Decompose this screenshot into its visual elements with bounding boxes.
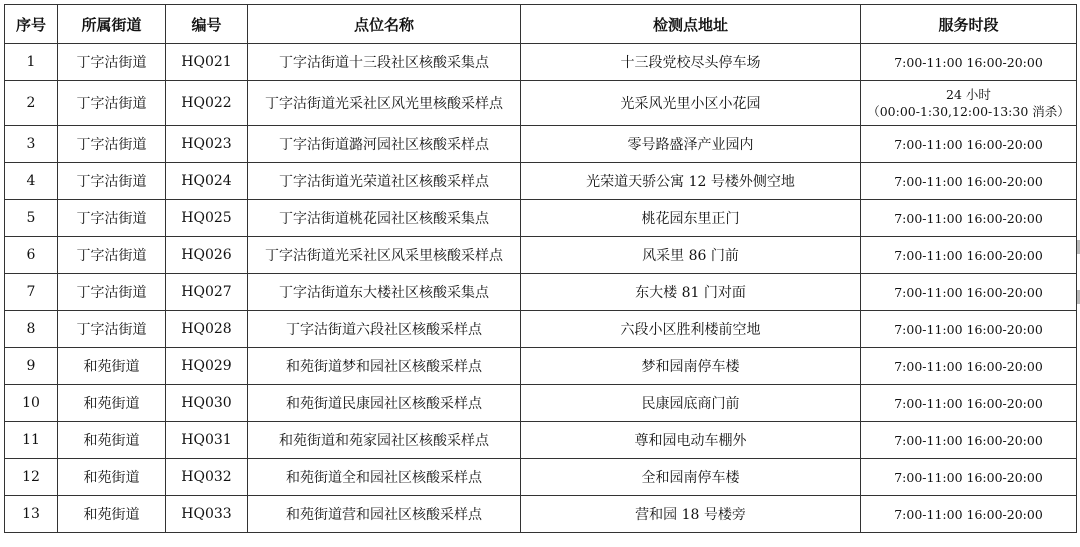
cell-site-name: 丁字沽街道光采社区风光里核酸采样点 — [248, 81, 521, 126]
cell-street: 和苑街道 — [58, 459, 166, 496]
cell-site-name: 丁字沽街道光采社区风采里核酸采样点 — [248, 237, 521, 274]
header-site-name: 点位名称 — [248, 5, 521, 44]
cell-street: 丁字沽街道 — [58, 311, 166, 348]
cell-service-time: 7:00-11:00 16:00-20:00 — [861, 385, 1077, 422]
cell-no: 7 — [5, 274, 58, 311]
cell-code: HQ022 — [166, 81, 248, 126]
cell-street: 丁字沽街道 — [58, 126, 166, 163]
testing-sites-table — [4, 4, 1077, 533]
cell-site-name: 和苑街道全和园社区核酸采样点 — [248, 459, 521, 496]
table-row — [5, 348, 1077, 385]
cell-site-name: 丁字沽街道十三段社区核酸采集点 — [248, 44, 521, 81]
table-row — [5, 274, 1077, 311]
cell-code: HQ027 — [166, 274, 248, 311]
header-street: 所属街道 — [58, 5, 166, 44]
cell-service-time: 7:00-11:00 16:00-20:00 — [861, 126, 1077, 163]
cell-no: 4 — [5, 163, 58, 200]
cell-code: HQ023 — [166, 126, 248, 163]
cell-no: 6 — [5, 237, 58, 274]
table-row — [5, 200, 1077, 237]
cell-site-name: 和苑街道梦和园社区核酸采样点 — [248, 348, 521, 385]
table-row — [5, 44, 1077, 81]
cell-service-time: 7:00-11:00 16:00-20:00 — [861, 348, 1077, 385]
cell-site-name: 丁字沽街道东大楼社区核酸采集点 — [248, 274, 521, 311]
header-address: 检测点地址 — [521, 5, 861, 44]
cell-address: 零号路盛泽产业园内 — [521, 126, 861, 163]
cell-no: 3 — [5, 126, 58, 163]
cell-site-name: 丁字沽街道桃花园社区核酸采集点 — [248, 200, 521, 237]
table-row — [5, 126, 1077, 163]
cell-street: 丁字沽街道 — [58, 274, 166, 311]
cell-code: HQ025 — [166, 200, 248, 237]
table-row — [5, 163, 1077, 200]
cell-site-name: 和苑街道民康园社区核酸采样点 — [248, 385, 521, 422]
cell-no: 8 — [5, 311, 58, 348]
table-row — [5, 385, 1077, 422]
cell-service-time: 7:00-11:00 16:00-20:00 — [861, 274, 1077, 311]
cell-no: 9 — [5, 348, 58, 385]
cell-address: 东大楼 81 门对面 — [521, 274, 861, 311]
cell-street: 和苑街道 — [58, 385, 166, 422]
cell-no: 12 — [5, 459, 58, 496]
cell-code: HQ030 — [166, 385, 248, 422]
cell-service-time: 7:00-11:00 16:00-20:00 — [861, 496, 1077, 533]
cell-service-time: 7:00-11:00 16:00-20:00 — [861, 44, 1077, 81]
cell-service-time: 7:00-11:00 16:00-20:00 — [861, 311, 1077, 348]
service-time-line-2: （00:00-1:30,12:00-13:30 消杀） — [867, 104, 1070, 119]
cell-street: 和苑街道 — [58, 422, 166, 459]
cell-address: 全和园南停车楼 — [521, 459, 861, 496]
cell-code: HQ029 — [166, 348, 248, 385]
service-time-line-1: 24 小时 — [946, 87, 991, 102]
cell-street: 和苑街道 — [58, 496, 166, 533]
cell-code: HQ031 — [166, 422, 248, 459]
table-row — [5, 237, 1077, 274]
cell-site-name: 丁字沽街道六段社区核酸采样点 — [248, 311, 521, 348]
cell-address: 风采里 86 门前 — [521, 237, 861, 274]
table-row — [5, 422, 1077, 459]
table-row — [5, 496, 1077, 533]
cell-no: 1 — [5, 44, 58, 81]
cell-street: 和苑街道 — [58, 348, 166, 385]
cell-service-time: 7:00-11:00 16:00-20:00 — [861, 422, 1077, 459]
cell-site-name: 丁字沽街道光荣道社区核酸采样点 — [248, 163, 521, 200]
cell-address: 民康园底商门前 — [521, 385, 861, 422]
cell-service-time — [861, 81, 1077, 126]
header-row — [5, 5, 1077, 44]
cell-code: HQ033 — [166, 496, 248, 533]
cell-address: 尊和园电动车棚外 — [521, 422, 861, 459]
cell-no: 13 — [5, 496, 58, 533]
cell-address: 十三段党校尽头停车场 — [521, 44, 861, 81]
cell-street: 丁字沽街道 — [58, 163, 166, 200]
cell-site-name: 和苑街道和苑家园社区核酸采样点 — [248, 422, 521, 459]
cell-no: 5 — [5, 200, 58, 237]
cell-code: HQ026 — [166, 237, 248, 274]
cell-service-time: 7:00-11:00 16:00-20:00 — [861, 459, 1077, 496]
table-row — [5, 311, 1077, 348]
cell-address: 桃花园东里正门 — [521, 200, 861, 237]
cell-service-time: 7:00-11:00 16:00-20:00 — [861, 200, 1077, 237]
cell-site-name: 和苑街道营和园社区核酸采样点 — [248, 496, 521, 533]
cell-address: 梦和园南停车楼 — [521, 348, 861, 385]
cell-street: 丁字沽街道 — [58, 44, 166, 81]
header-service-time: 服务时段 — [861, 5, 1077, 44]
cell-no: 10 — [5, 385, 58, 422]
cell-code: HQ021 — [166, 44, 248, 81]
header-no: 序号 — [5, 5, 58, 44]
cell-code: HQ032 — [166, 459, 248, 496]
cell-address: 六段小区胜利楼前空地 — [521, 311, 861, 348]
table-row — [5, 459, 1077, 496]
header-code: 编号 — [166, 5, 248, 44]
cell-no: 11 — [5, 422, 58, 459]
cell-service-time: 7:00-11:00 16:00-20:00 — [861, 163, 1077, 200]
cell-site-name: 丁字沽街道潞河园社区核酸采样点 — [248, 126, 521, 163]
cell-street: 丁字沽街道 — [58, 200, 166, 237]
cell-address: 光采风光里小区小花园 — [521, 81, 861, 126]
cell-street: 丁字沽街道 — [58, 81, 166, 126]
cell-no: 2 — [5, 81, 58, 126]
cell-code: HQ024 — [166, 163, 248, 200]
cell-address: 营和园 18 号楼旁 — [521, 496, 861, 533]
cell-code: HQ028 — [166, 311, 248, 348]
cell-street: 丁字沽街道 — [58, 237, 166, 274]
cell-service-time: 7:00-11:00 16:00-20:00 — [861, 237, 1077, 274]
table-row — [5, 81, 1077, 126]
cell-address: 光荣道天骄公寓 12 号楼外侧空地 — [521, 163, 861, 200]
